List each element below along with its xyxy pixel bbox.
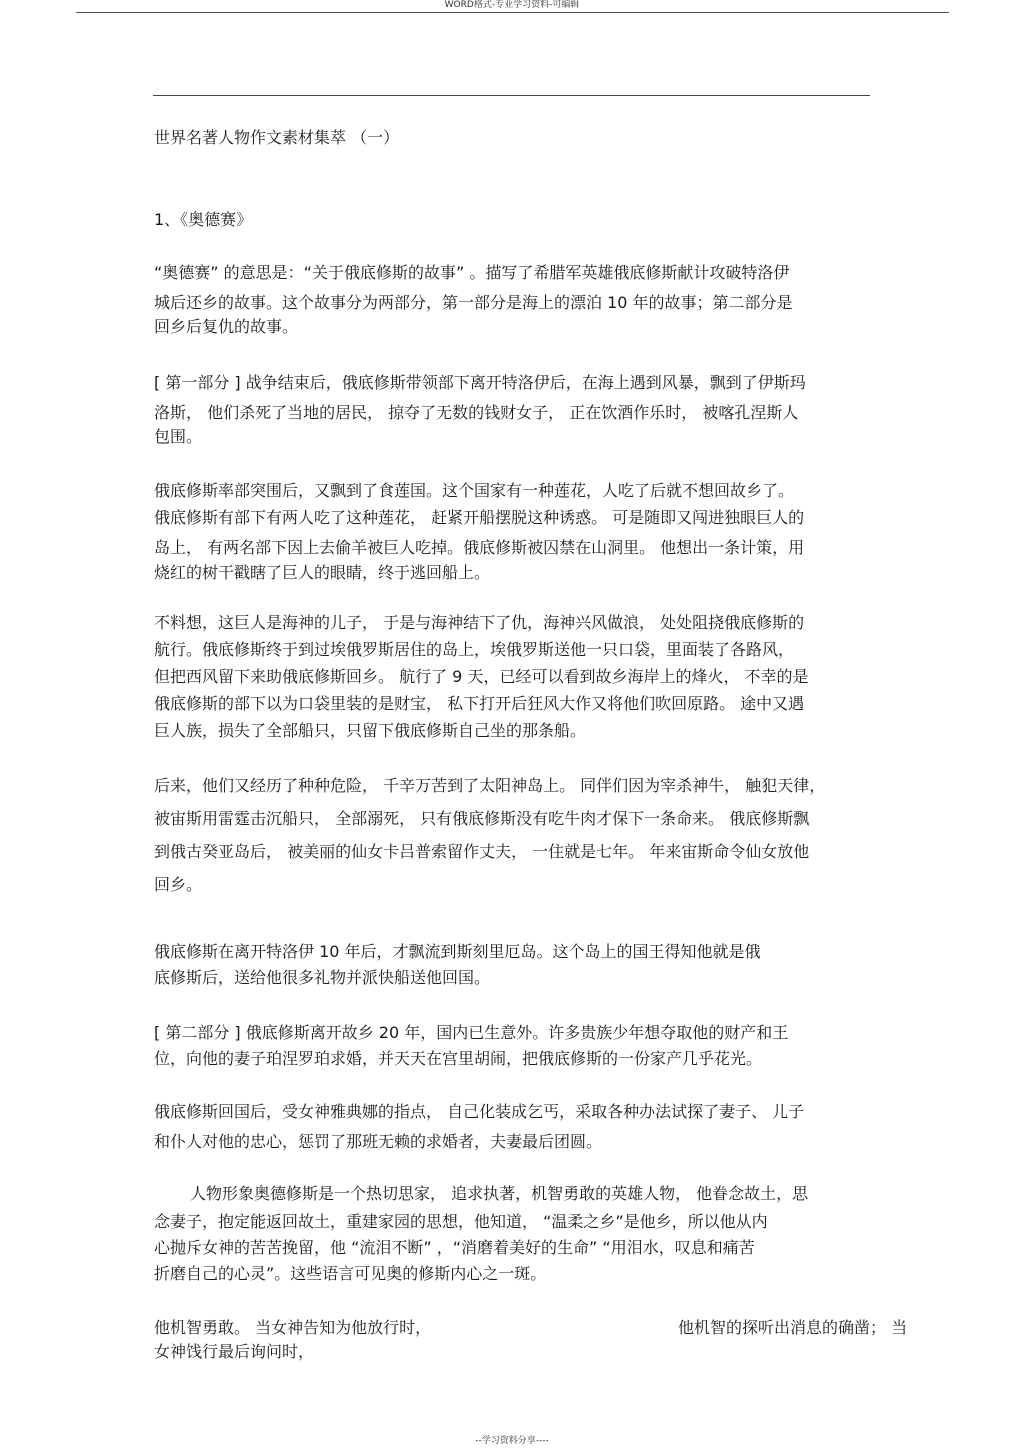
page-footer: --学习资料分享---- bbox=[475, 1436, 549, 1446]
text-line: 被宙斯用雷霆击沉船只， 全部溺死， 只有俄底修斯没有吃牛肉才保下一条命来。 俄底修斯飘 bbox=[154, 809, 810, 828]
paragraph-part2 bbox=[154, 1020, 884, 1072]
text-line: 但把西风留下来助俄底修斯回乡。 航行了 9 天，已经可以看到故乡海岸上的烽火， 不幸的是 bbox=[154, 667, 809, 686]
paragraph-wit-right: 他机智的探听出消息的确凿； 当 bbox=[678, 1318, 908, 1337]
text-line: 回乡。 bbox=[154, 875, 203, 894]
text-line: 人物形象奥德修斯是一个热切思家， 追求执著，机智勇敢的英雄人物， 他眷念故土，思 bbox=[190, 1184, 809, 1203]
text-line: 洛斯， 他们杀死了当地的居民， 掠夺了无数的钱财女子， 正在饮酒作乐时， 被喀孔涅斯人 bbox=[154, 403, 799, 422]
title-rule bbox=[153, 95, 870, 96]
text-line: 底修斯后，送给他很多礼物并派快船送他回国。 bbox=[154, 968, 491, 987]
text-line: 俄底修斯的部下以为口袋里装的是财宝， 私下打开后狂风大作又将他们吹回原路。 途中又遇 bbox=[154, 694, 805, 713]
paragraph-poseidon bbox=[154, 609, 884, 744]
text-line: 岛上， 有两名部下因上去偷羊被巨人吃掉。俄底修斯被囚禁在山洞里。 他想出一条计策，用 bbox=[154, 538, 805, 557]
text-line: 他机智勇敢。 当女神告知为他放行时， bbox=[154, 1318, 432, 1337]
text-line: 俄底修斯有部下有两人吃了这种莲花， 赶紧开船摆脱这种诱惑。 可是随即又闯进独眼巨人的 bbox=[154, 508, 805, 527]
text-line: 不料想，这巨人是海神的儿子， 于是与海神结下了仇，海神兴风做浪， 处处阻挠俄底修斯的 bbox=[154, 613, 805, 632]
text-line: [ 第一部分 ] 战争结束后，俄底修斯带领部下离开特洛伊后，在海上遇到风暴，飘到了伊斯玛 bbox=[154, 373, 806, 392]
paragraph-intro bbox=[154, 258, 884, 342]
text-line: “奥德赛” 的意思是：“关于俄底修斯的故事” 。描写了希腊军英雄俄底修斯献计攻破特洛伊 bbox=[154, 263, 790, 282]
paragraph-character bbox=[154, 1181, 884, 1287]
text-line: 到俄古癸亚岛后， 被美丽的仙女卡吕普索留作丈夫， 一住就是七年。 年来宙斯命令仙女放他 bbox=[154, 842, 810, 861]
paragraph-lotus bbox=[154, 476, 884, 588]
paragraph-return bbox=[154, 1097, 884, 1157]
text-line: 俄底修斯回国后，受女神雅典娜的指点， 自己化装成乞丐，采取各种办法试探了妻子、 儿子 bbox=[154, 1102, 805, 1121]
text-line: 航行。俄底修斯终于到过埃俄罗斯居住的岛上，埃俄罗斯送他一只口袋，里面装了各路风， bbox=[154, 640, 795, 659]
document-title: 世界名著人物作文素材集萃 （一） bbox=[154, 128, 400, 147]
text-line: 女神饯行最后询问时， bbox=[154, 1342, 315, 1361]
text-line: 俄底修斯在离开特洛伊 10 年后，才飘流到斯刻里厄岛。这个岛上的国王得知他就是俄 bbox=[154, 942, 761, 961]
page-header: WORD格式-专业学习资料-可编辑 bbox=[444, 0, 580, 10]
paragraph-part1-start bbox=[154, 368, 884, 452]
text-line: 和仆人对他的忠心，惩罚了那班无赖的求婚者，夫妻最后团圆。 bbox=[154, 1132, 603, 1151]
text-line: 念妻子，抱定能返回故土，重建家园的思想，他知道， “温柔之乡”是他乡，所以他从内 bbox=[154, 1212, 768, 1231]
text-line: 位，向他的妻子珀涅罗珀求婚，并天天在宫里胡闹，把俄底修斯的一份家产几乎花光。 bbox=[154, 1049, 763, 1068]
text-line: 后来，他们又经历了种种危险， 千辛万苦到了太阳神岛上。 同伴们因为宰杀神牛， 触犯天律， bbox=[154, 776, 826, 795]
text-line: [ 第二部分 ] 俄底修斯离开故乡 20 年，国内已生意外。许多贵族少年想夺取他的财产和王 bbox=[154, 1023, 789, 1042]
header-divider bbox=[76, 12, 949, 13]
text-line: 城后还乡的故事。这个故事分为两部分，第一部分是海上的漂泊 10 年的故事；第二部分是 bbox=[154, 293, 793, 312]
text-line: 烧红的树干戳瞎了巨人的眼睛，终于逃回船上。 bbox=[154, 563, 491, 582]
text-line: 俄底修斯率部突围后，又飘到了食莲国。这个国家有一种莲花，人吃了后就不想回故乡了。 bbox=[154, 481, 795, 500]
text-line: 回乡后复仇的故事。 bbox=[154, 317, 299, 336]
section-heading: 1、《奥德赛》 bbox=[154, 210, 253, 229]
text-line: 折磨自己的心灵”。这些语言可见奥的修斯内心之一斑。 bbox=[154, 1264, 547, 1283]
paragraph-scheria bbox=[154, 939, 884, 991]
paragraph-sun-god bbox=[154, 769, 884, 901]
text-line: 包围。 bbox=[154, 427, 203, 446]
text-line: 心抛斥女神的苦苦挽留，他 “流泪不断” ，“消磨着美好的生命” “用泪水，叹息和痛苦 bbox=[154, 1238, 755, 1257]
text-line: 巨人族，损失了全部船只，只留下俄底修斯自己坐的那条船。 bbox=[154, 721, 587, 740]
